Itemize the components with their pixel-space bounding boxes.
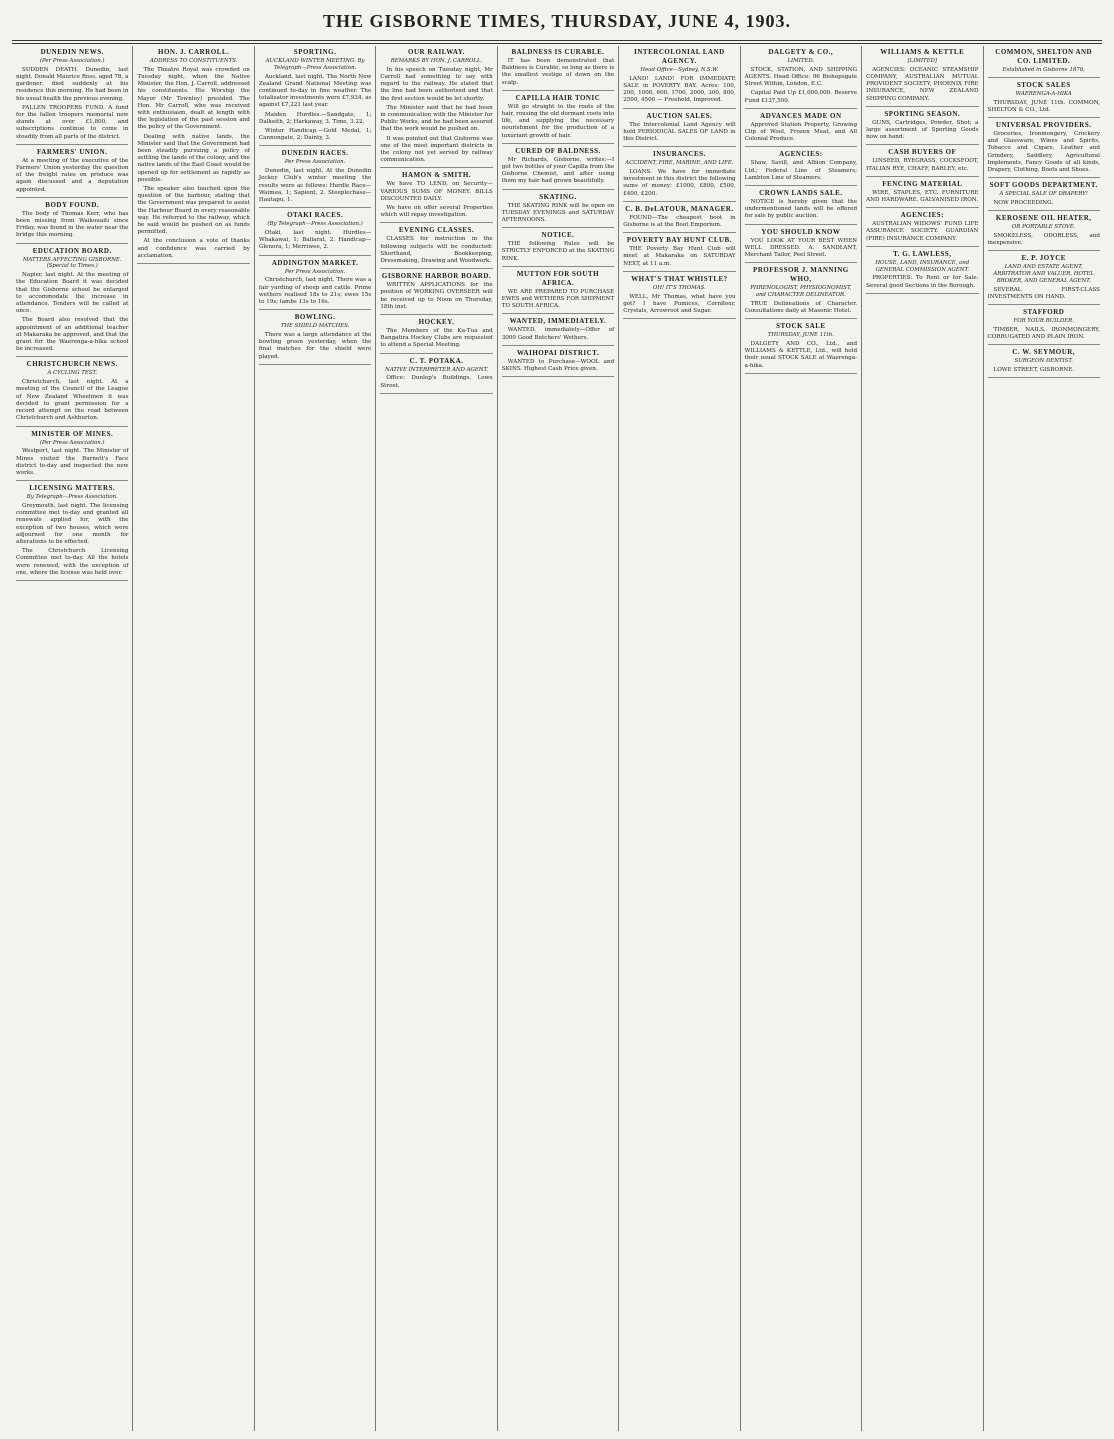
article-divider bbox=[988, 344, 1100, 345]
article-divider bbox=[745, 318, 857, 319]
article-divider bbox=[380, 167, 492, 168]
article-paragraph: Capital Paid Up £1,000,000. Reserve Fund £137,500. bbox=[744, 90, 858, 104]
article-heading: GISBORNE HARBOR BOARD. bbox=[381, 272, 492, 281]
article-divider bbox=[502, 189, 614, 190]
article-divider bbox=[502, 266, 614, 267]
article-divider bbox=[623, 271, 735, 272]
article-heading: MINISTER OF MINES. bbox=[31, 429, 114, 438]
article-paragraph: THE Poverty Bay Hunt Club will meet at Makaraka on SATURDAY NEXT, at 11 a.m. bbox=[623, 246, 736, 267]
article-paragraph: LOWE STREET, GISBORNE. bbox=[993, 367, 1075, 374]
article bbox=[623, 48, 735, 109]
article bbox=[988, 308, 1100, 345]
article-paragraph: Winter Handicap.—Gold Medal, 1; Cannongate, 2; Dainty, 3. bbox=[258, 128, 372, 142]
column-2 bbox=[132, 46, 253, 1431]
article-divider bbox=[745, 262, 857, 263]
article bbox=[16, 48, 128, 145]
article-paragraph: LAND! LAND! FOR IMMEDIATE SALE in POVERTY BAY. Acres: 100, 200, 1000, 600, 1700, 2000, 300, 800, 2500, 4500 — Freehold, Improved. bbox=[623, 75, 736, 104]
article bbox=[745, 266, 857, 319]
article-subheading: OR PORTABLE STOVE. bbox=[1011, 224, 1076, 231]
article-paragraph: SMOKELESS, ODORLESS, and inexpensive. bbox=[987, 233, 1100, 247]
article-divider bbox=[988, 77, 1100, 78]
masthead bbox=[0, 0, 1114, 42]
article-heading: HAMON & SMITH. bbox=[402, 171, 472, 180]
article-divider bbox=[623, 232, 735, 233]
article-paragraph: Dunedin, last night. At the Dunedin Jockey Club's winter meeting the results were as follows: Hurdle Race—Waimea, 1; Sapient, 2. Steeplechase—Hautapu, 1. bbox=[258, 168, 372, 204]
article-subheading: PHRENOLOGIST, PHYSIOGNOMIST, and CHARACTER DELINEATOR. bbox=[750, 285, 852, 299]
article-divider bbox=[866, 144, 978, 145]
article-paragraph: FALLEN TROOPERS FUND. A fund for the fallen troopers memorial now stands at over £1,800, and subscriptions continue to come in steadily from all parts of the district. bbox=[16, 104, 129, 140]
column-4 bbox=[375, 46, 496, 1431]
article bbox=[380, 48, 492, 168]
article bbox=[988, 81, 1100, 118]
article-paragraph: Auckland, last night. The North New Zealand Grand National Meeting was continued to-day in fine weather. The totalisator investments were £7,934, as against £7,221 last year. bbox=[258, 73, 372, 109]
article-divider bbox=[502, 90, 614, 91]
article-heading: HOCKEY. bbox=[418, 318, 455, 327]
article-heading: AUCTION SALES. bbox=[646, 111, 713, 120]
article-heading: STAFFORD bbox=[1023, 308, 1065, 317]
article-heading: CURED OF BALDNESS. bbox=[515, 146, 601, 155]
article-heading: BOWLING. bbox=[294, 313, 336, 322]
article bbox=[866, 211, 978, 247]
masthead-rule-lower bbox=[12, 43, 1102, 44]
article bbox=[380, 272, 492, 315]
article-paragraph: Otaki, last night. Hurdles—Whakawai, 1; Ballarat, 2. Handicap—Glenora, 1; Merriwee, 2. bbox=[258, 230, 372, 251]
article-paragraph: In his speech on Tuesday night, Mr Carroll had something to say with regard to the railway. He stated that the line had been authorised and that the first section would be let shortly. bbox=[380, 66, 493, 102]
article bbox=[988, 121, 1100, 178]
article-paragraph: We have TO LEND, on Security—VARIOUS SUMS OF MONEY. BILLS DISCOUNTED DAILY. bbox=[380, 181, 493, 202]
article-paragraph: IT has been demonstrated that Baldness is Curable, so long as there is the smallest vestige of down on the scalp. bbox=[501, 58, 615, 86]
article-heading: NOTICE. bbox=[541, 231, 575, 240]
article-subheading: (Per Press Association.) bbox=[39, 439, 105, 446]
article-divider bbox=[380, 353, 492, 354]
article-subheading: Head Office—Sydney, N.S.W. bbox=[640, 67, 719, 73]
article bbox=[866, 180, 978, 208]
article-divider bbox=[745, 373, 857, 374]
column-6 bbox=[618, 46, 739, 1431]
article-heading: BODY FOUND. bbox=[45, 200, 100, 209]
article-subheading: THURSDAY, JUNE 11th. bbox=[767, 332, 834, 339]
article-divider bbox=[16, 356, 128, 357]
column-1 bbox=[12, 46, 132, 1431]
article-paragraph: The Theatre Royal was crowded on Tuesday night, when the Native Minister, the Hon. J. Carroll, addressed his constituents. His Worship the Mayor (Mr Townley) presided. The Hon. Mr Carroll, who was received with enthusiasm, dealt at length with the legislation of the past session and the policy of the Government. bbox=[137, 66, 250, 131]
article bbox=[502, 94, 614, 144]
article-heading: OTAKI RACES. bbox=[287, 211, 344, 220]
article bbox=[380, 357, 492, 394]
article bbox=[380, 318, 492, 354]
article-heading: PROFESSOR J. MANNING WHO, bbox=[752, 266, 849, 284]
article-paragraph: Mr Richards, Gisborne, writes:—I got two bottles of your Capilla from the Gisborne Chemist, and after using them my hair had grown beautifully. bbox=[501, 156, 615, 185]
article-heading: C. B. DeLATOUR, MANAGER. bbox=[625, 204, 734, 213]
article-subheading: Per Press Association. bbox=[284, 268, 346, 275]
article bbox=[16, 201, 128, 244]
article bbox=[502, 147, 614, 190]
column-5 bbox=[497, 46, 618, 1431]
article-paragraph: Napier, last night. At the meeting of the Education Board it was decided that the Gisborne school be enlarged to accommodate the increase in attendance. Tenders will be called at once. bbox=[16, 272, 129, 315]
article-subheading: ADDRESS TO CONSTITUENTS. bbox=[149, 58, 238, 64]
article bbox=[259, 211, 371, 255]
article-divider bbox=[988, 377, 1100, 378]
article-divider bbox=[745, 146, 857, 147]
article-divider bbox=[866, 293, 978, 294]
article bbox=[866, 148, 978, 176]
article-heading: SOFT GOODS DEPARTMENT. bbox=[989, 181, 1098, 190]
article-divider bbox=[988, 304, 1100, 305]
article-heading: CASH BUYERS OF bbox=[888, 148, 957, 157]
article-paragraph: WE ARE PREPARED TO PURCHASE EWES and WETHERS FOR SHIPMENT TO SOUTH AFRICA. bbox=[501, 288, 615, 310]
article-paragraph: At a meeting of the executive of the Farmers' Union yesterday the question of the freight rates on produce was again discussed and a deputation appointed. bbox=[16, 157, 129, 193]
masthead-rule bbox=[12, 40, 1102, 41]
article bbox=[623, 112, 735, 148]
article bbox=[988, 214, 1100, 251]
article-heading: DUNEDIN NEWS. bbox=[40, 48, 104, 56]
article-paragraph: Dealing with native lands, the Minister said that the Government had been steadily pursuing a policy of settling the lands of the colony, and the native lands of the East Coast would be opened up for settlement as rapidly as possible. bbox=[137, 133, 250, 183]
article-subheading: ACCIDENT, FIRE, MARINE, AND LIFE. bbox=[625, 160, 734, 167]
article bbox=[380, 171, 492, 223]
article-subheading: Established in Gisborne 1876. bbox=[1002, 67, 1085, 73]
article-subheading: LIMITED. bbox=[787, 58, 815, 64]
article bbox=[259, 149, 371, 208]
article-paragraph: Christchurch, last night. There was a fair yarding of sheep and cattle. Prime wethers realised 18s to 21s; ewes 15s to 19s; lambs 13s to 16s. bbox=[258, 277, 372, 306]
column-3 bbox=[254, 46, 375, 1431]
article-heading: AGENCIES: bbox=[779, 150, 823, 159]
article-paragraph: FOUND—The cheapest boot in Gisborne is at the Boot Emporium. bbox=[623, 214, 736, 229]
article-heading: T. G. LAWLESS, bbox=[893, 249, 952, 258]
article bbox=[745, 48, 857, 109]
article-heading: YOU SHOULD KNOW bbox=[761, 227, 841, 236]
article-heading: E. P. JOYCE bbox=[1021, 254, 1066, 263]
article-paragraph: THE SKATING RINK will be open on TUESDAY EVENINGS and SATURDAY AFTERNOONS. bbox=[501, 202, 615, 224]
article-paragraph: Westport, last night. The Minister of Mines visited the Burnett's Face district to-day and inspected the new works. bbox=[16, 448, 129, 476]
article-divider bbox=[623, 318, 735, 319]
article-heading: C. T. POTAKA. bbox=[409, 356, 464, 365]
article bbox=[988, 254, 1100, 305]
article-heading: HON. J. CARROLL. bbox=[158, 48, 230, 56]
article-paragraph: Greymouth, last night. The licensing committee met to-day and granted all renewals applied for, with the exception of two houses, which were adjourned for one month for alterations to be effected. bbox=[16, 502, 129, 545]
article bbox=[745, 189, 857, 225]
article bbox=[988, 48, 1100, 78]
article-subheading: [LIMITED] bbox=[907, 58, 937, 64]
article-heading: FENCING MATERIAL bbox=[882, 179, 963, 188]
article-heading: COMMON, SHELTON AND CO. LIMITED. bbox=[995, 48, 1093, 65]
article-subheading: HOUSE, LAND, INSURANCE, and GENERAL COMMISSION AGENT. bbox=[875, 259, 970, 273]
article-divider bbox=[380, 314, 492, 315]
article-subheading: AUCKLAND WINTER MEETING. By Telegraph—Press Association. bbox=[265, 58, 365, 71]
article-paragraph: WANTED to Purchase—WOOL and SKINS. Highest Cash Price given. bbox=[501, 358, 615, 373]
article-divider bbox=[623, 108, 735, 109]
article-paragraph: STOCK, STATION, AND SHIPPING AGENTS. Head Office: 96 Bishopsgate Street Within, London, E.C. bbox=[744, 66, 858, 88]
article-divider bbox=[502, 376, 614, 377]
article-paragraph: The speaker also touched upon the question of the harbour, stating that the Government was prepared to assist the Harbour Board in every reasonable way. He referred to the railway, which he said would be pushed on as funds permitted. bbox=[137, 186, 250, 236]
article-subheading: LAND AND ESTATE AGENT, ARBITRATOR AND VALUER, HOTEL BROKER, AND GENERAL AGENT. bbox=[993, 264, 1095, 285]
article-heading: INTERCOLONIAL LAND AGENCY. bbox=[634, 48, 725, 65]
article bbox=[745, 228, 857, 264]
article-subheading: NATIVE INTERPRETER AND AGENT. bbox=[385, 366, 488, 373]
article-paragraph: The Intercolonial Land Agency will hold PERIODICAL SALES OF LAND in this District. bbox=[623, 121, 736, 143]
article-divider bbox=[745, 224, 857, 225]
article-divider bbox=[866, 176, 978, 177]
article-paragraph: Approved Station Property, Growing Clip of Wool, Frozen Meat, and All Colonial Produce. bbox=[744, 121, 858, 143]
article-paragraph: WANTED, immediately—Offer of 3000 Good Butchers' Wethers. bbox=[501, 327, 615, 341]
article-heading: WILLIAMS & KETTLE bbox=[880, 48, 965, 56]
article-paragraph: LOANS. We have for immediate investment in this district the following sums of money: £1000, £800, £500, £400, £200. bbox=[623, 169, 736, 197]
article-subheading: A SPECIAL SALE OF DRAPERY! bbox=[999, 191, 1088, 198]
article-paragraph: WIRE, STAPLES, ETC. FURNITURE AND HARDWARE. GALVANISED IRON. bbox=[866, 189, 979, 204]
article bbox=[502, 349, 614, 377]
article bbox=[866, 110, 978, 146]
article-divider bbox=[502, 345, 614, 346]
article bbox=[380, 226, 492, 269]
article-subheading: (Per Press Association.) bbox=[39, 58, 105, 64]
article-subheading: FOR YOUR BUILDER. bbox=[1013, 318, 1074, 325]
article bbox=[502, 48, 614, 91]
article-divider bbox=[866, 207, 978, 208]
article-subheading: (By Telegraph—Press Association.) bbox=[267, 221, 363, 228]
article-paragraph: Groceries, Ironmongery, Crockery and Glassware, Wines and Spirits, Tobacco and Cigars, Leather and Grindery, Saddlery, Agricultural Implements, Fancy Goods of all kinds, Drapery, Clothing, Boots and Shoes. bbox=[987, 131, 1100, 174]
article-paragraph: The Minister said that he had been in communication with the Minister for Public Works, and he had been assured that the work would be pushed on. bbox=[380, 104, 493, 133]
article-paragraph: Christchurch, last night. At a meeting of the Council of the League of New Zealand Wheelmen it was decided to grant permission for a record attempt on the road between Christchurch and Ashburton. bbox=[16, 379, 129, 422]
article bbox=[502, 270, 614, 315]
article-heading: AGENCIES: bbox=[900, 211, 944, 220]
article-divider bbox=[988, 177, 1100, 178]
article bbox=[259, 259, 371, 311]
article-paragraph: Shaw, Savill, and Albion Company, Ltd.; Federal Line of Steamers; Lambton Line of Steamers. bbox=[744, 160, 858, 181]
article-heading: UNIVERSAL PROVIDERS. bbox=[995, 121, 1092, 129]
article-heading: MUTTON FOR SOUTH AFRICA. bbox=[516, 269, 600, 287]
article-heading: EVENING CLASSES. bbox=[398, 226, 475, 235]
page-title: THE GISBORNE TIMES, THURSDAY, JUNE 4, 1903. bbox=[322, 11, 792, 31]
article bbox=[988, 181, 1100, 211]
article-paragraph: YOU LOOK AT YOUR BEST WHEN WELL DRESSED. A. SANDLANT, Merchant Tailor, Peel Street. bbox=[744, 237, 858, 259]
article-paragraph: WRITTEN APPLICATIONS for the position of WORKING OVERSEER will be received up to Noon on Thursday, 18th inst. bbox=[380, 282, 493, 310]
article-heading: SKATING. bbox=[539, 192, 577, 201]
article-divider bbox=[16, 243, 128, 244]
column-8 bbox=[861, 46, 982, 1431]
article-subheading: OH! IT'S THOMAS. bbox=[652, 284, 706, 291]
article-heading: POVERTY BAY HUNT CLUB. bbox=[626, 236, 732, 245]
article-divider bbox=[623, 146, 735, 147]
article-divider bbox=[380, 393, 492, 394]
article-divider bbox=[137, 263, 249, 264]
article-heading: SPORTING. bbox=[293, 48, 337, 56]
article-heading: WANTED, IMMEDIATELY. bbox=[509, 317, 607, 326]
article-divider bbox=[259, 309, 371, 310]
article bbox=[745, 112, 857, 148]
article-divider bbox=[259, 207, 371, 208]
article bbox=[502, 317, 614, 345]
article-subheading: REMARKS BY HON. J. CARROLL. bbox=[390, 58, 483, 64]
article bbox=[623, 275, 735, 319]
article bbox=[259, 313, 371, 365]
article-subheading: THE SHIELD MATCHES. bbox=[280, 323, 350, 330]
article-paragraph: PROPERTIES: To Rent or for Sale. Several good Sections in the Borough. bbox=[866, 275, 979, 289]
article-paragraph: The Members of the Ka-Tua and Rangatira Hockey Clubs are requested to attend a Special Meeting. bbox=[380, 328, 493, 349]
article-paragraph: NOW PROCEEDING. bbox=[993, 200, 1054, 207]
article bbox=[866, 250, 978, 294]
article-divider bbox=[866, 246, 978, 247]
article-paragraph: SEVERAL FIRST-CLASS INVESTMENTS ON HAND. bbox=[987, 286, 1100, 301]
article-heading: CAPILLA HAIR TONIC bbox=[515, 93, 601, 102]
article-divider bbox=[623, 201, 735, 202]
column-9 bbox=[983, 46, 1104, 1431]
article-heading: FARMERS' UNION. bbox=[37, 147, 108, 156]
article bbox=[137, 48, 249, 264]
article-paragraph: The Christchurch Licensing Committee met to-day. All the hotels were renewed, with the exception of one, where the license was held over. bbox=[16, 548, 129, 576]
article-subheading: WAERENGA-A-HIKA bbox=[1015, 90, 1072, 97]
article-divider bbox=[259, 255, 371, 256]
article-paragraph: We have on offer several Properties which will repay investigation. bbox=[380, 205, 493, 219]
article-subheading: A CYCLING TEST. bbox=[47, 370, 97, 377]
article-divider bbox=[745, 108, 857, 109]
article-divider bbox=[16, 197, 128, 198]
article-divider bbox=[380, 268, 492, 269]
article bbox=[988, 348, 1100, 378]
article-divider bbox=[16, 144, 128, 145]
article-heading: CHRISTCHURCH NEWS. bbox=[26, 360, 118, 369]
article-heading: DALGETY & CO., bbox=[768, 48, 834, 56]
article bbox=[16, 430, 128, 482]
article-paragraph: At the conclusion a vote of thanks and confidence was carried by acclamation. bbox=[137, 238, 250, 259]
article bbox=[16, 247, 128, 358]
article-paragraph: There was a large attendance at the bowling green yesterday, when the final matches for the shield were played. bbox=[258, 332, 372, 360]
article-paragraph: THE following Rules will be STRICTLY ENFORCED at the SKATING RINK. bbox=[501, 241, 615, 262]
article-heading: WHAT'S THAT WHISTLE? bbox=[631, 274, 728, 283]
article bbox=[502, 231, 614, 267]
article-heading: ADVANCES MADE ON bbox=[760, 111, 842, 120]
article bbox=[745, 150, 857, 186]
article-paragraph: GUNS, Cartridges, Powder, Shot; a large assortment of Sporting Goods now on hand. bbox=[866, 119, 979, 141]
article-paragraph: AGENCIES: OCEANIC STEAMSHIP COMPANY, AUSTRALIAN MUTUAL PROVIDENT SOCIETY, PHOENIX FIRE INSURANCE, NEW ZEALAND SHIPPING COMPANY. bbox=[866, 66, 979, 102]
article-divider bbox=[16, 480, 128, 481]
article-paragraph: The body of Thomas Kerr, who has been missing from Waikouaiti since Friday, was found in the water near the bridge this morning. bbox=[16, 210, 129, 239]
article bbox=[623, 205, 735, 233]
column-container bbox=[12, 46, 1104, 1431]
article-heading: ADDINGTON MARKET. bbox=[271, 258, 359, 267]
article-divider bbox=[988, 250, 1100, 251]
article bbox=[16, 484, 128, 581]
article-paragraph: AUSTRALIAN WIDOWS' FUND LIFE ASSURANCE SOCIETY. GUARDIAN (FIRE) INSURANCE COMPANY. bbox=[866, 221, 979, 242]
article-paragraph: It was pointed out that Gisborne was one of the most important districts in the colony not yet served by railway communication. bbox=[380, 135, 493, 164]
article bbox=[16, 148, 128, 198]
article-divider bbox=[502, 313, 614, 314]
article-paragraph: WELL, Mr Thomas, what have you got? I have Pumices, Cornflour, Crystals, Arrowroot and Sugar. bbox=[623, 293, 736, 315]
article-divider bbox=[16, 426, 128, 427]
article-divider bbox=[988, 210, 1100, 211]
article bbox=[745, 322, 857, 374]
column-7 bbox=[740, 46, 861, 1431]
article-heading: KEROSENE OIL HEATER, bbox=[995, 214, 1092, 223]
article-heading: C. W. SEYMOUR, bbox=[1012, 348, 1076, 357]
article-subheading: MATTERS AFFECTING GISBORNE. (Special to Times.) bbox=[22, 256, 122, 270]
article bbox=[16, 360, 128, 426]
article-heading: WAIHOPAI DISTRICT. bbox=[516, 348, 600, 357]
article-paragraph: CLASSES for instruction in the following subjects will be conducted: Shorthand, Bookkeeping, Dressmaking, Drawing and Woodwork. bbox=[380, 236, 493, 265]
article-paragraph: Office: Dunlop's Buildings, Lowe Street. bbox=[380, 375, 493, 389]
article-divider bbox=[259, 364, 371, 365]
article-paragraph: LINSEED, RYEGRASS, COCKSFOOT, ITALIAN RYE, CHAFF, BARLEY, etc. bbox=[866, 158, 979, 172]
article-heading: EDUCATION BOARD. bbox=[32, 246, 112, 255]
article-divider bbox=[745, 185, 857, 186]
article-paragraph: TRUE Delineations of Character. Consultations daily at Masonic Hotel. bbox=[744, 300, 858, 315]
article-paragraph: THURSDAY, JUNE 11th. COMMON, SHELTON & CO., Ltd. bbox=[987, 99, 1100, 113]
article-divider bbox=[502, 143, 614, 144]
article bbox=[623, 150, 735, 202]
article-divider bbox=[16, 580, 128, 581]
article-paragraph: NOTICE is hereby given that the undermentioned lands will be offered for sale by public auction. bbox=[744, 199, 858, 220]
article-paragraph: The Board also resolved that the appointment of an additional teacher at Makaraka be approved, and that the grant for the Waerenga-a-hika school be increased. bbox=[16, 317, 129, 353]
article bbox=[259, 48, 371, 146]
article-subheading: SURGEON DENTIST. bbox=[1014, 358, 1073, 365]
article-subheading: Per Press Association. bbox=[284, 159, 346, 166]
article-heading: LICENSING MATTERS. bbox=[29, 484, 116, 493]
article-divider bbox=[988, 117, 1100, 118]
article bbox=[866, 48, 978, 107]
article-divider bbox=[380, 222, 492, 223]
article-paragraph: TIMBER, NAILS, IRONMONGERY, CORRUGATED AND PLAIN IRON. bbox=[987, 327, 1100, 341]
article-divider bbox=[259, 145, 371, 146]
article-paragraph: Maiden Hurdles.—Sandgate, 1; Dalkeith, 2; Harkaway, 3. Time, 3.22. bbox=[258, 111, 372, 125]
article-subheading: By Telegraph—Press Association. bbox=[26, 494, 118, 501]
article-heading: CROWN LANDS SALE. bbox=[759, 189, 843, 198]
article-divider bbox=[866, 106, 978, 107]
article-paragraph: SUDDEN DEATH. Dunedin, last night. Donald Maurice Ross, aged 78, a gardener, died suddenly at his residence this morning. He had been in his usual health the previous evening. bbox=[16, 66, 129, 102]
article-heading: INSURANCES. bbox=[653, 150, 706, 159]
article-heading: STOCK SALES bbox=[1016, 80, 1071, 89]
article-heading: OUR RAILWAY. bbox=[408, 48, 466, 56]
article-paragraph: Will go straight to the roots of the hair, rousing the old dormant roots into life, and supplying the necessary nourishment for the production of a luxuriant growth of hair. bbox=[501, 103, 615, 139]
article-heading: BALDNESS IS CURABLE. bbox=[511, 48, 605, 56]
article bbox=[502, 193, 614, 229]
article-heading: SPORTING SEASON. bbox=[884, 109, 961, 118]
article-divider bbox=[502, 227, 614, 228]
article-paragraph: DALGETY AND CO., Ltd., and WILLIAMS & KETTLE, Ltd., will hold their usual STOCK SALE at Waerenga-a-hika. bbox=[744, 341, 858, 369]
article-heading: DUNEDIN RACES. bbox=[281, 149, 349, 158]
article bbox=[623, 236, 735, 272]
article-heading: STOCK SALE bbox=[776, 322, 826, 331]
